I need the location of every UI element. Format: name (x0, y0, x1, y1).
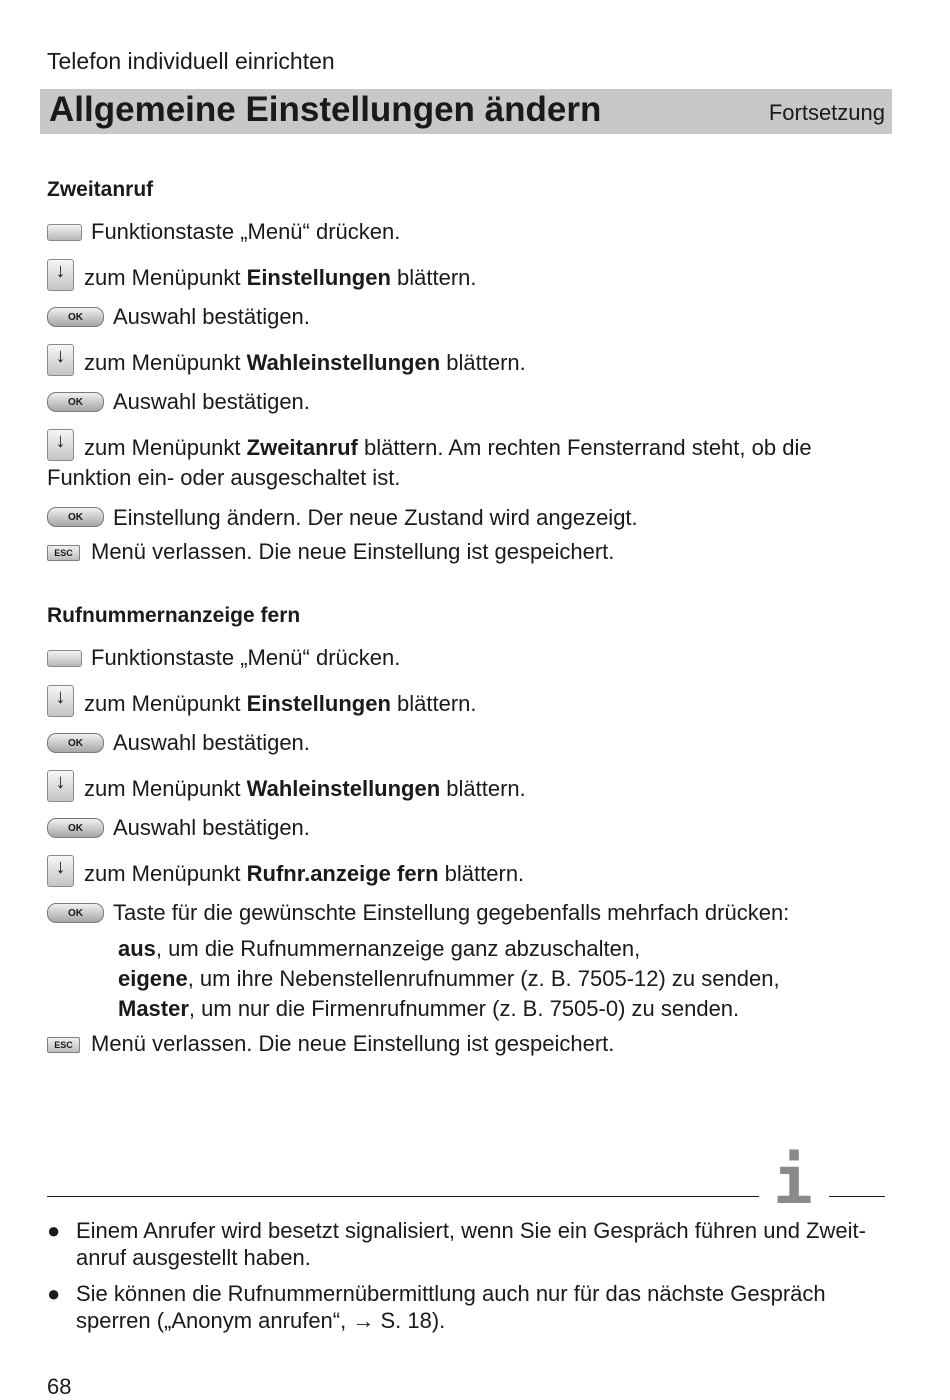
scroll-down-key-icon: ↓ (47, 770, 74, 802)
scroll-down-key-icon: ↓ (47, 855, 74, 887)
step-text: Auswahl bestätigen. (113, 304, 310, 329)
option-eigene: eigene, um ihre Nebenstellenrufnummer (z. B. 7505-12) zu senden, (118, 966, 780, 991)
ok-key-icon: OK (47, 903, 104, 923)
step-text: Auswahl bestätigen. (113, 389, 310, 414)
note-text: Sie können die Rufnummernübermittlung auch nur für das nächste Gespräch sperren („Anonym anrufen“, → S. 18). (76, 1281, 826, 1333)
option-master: Master, um nur die Firmenrufnummer (z. B. 7505-0) zu senden. (118, 996, 740, 1021)
ok-key-icon: OK (47, 307, 104, 327)
step-text: Menü verlassen. Die neue Einstellung ist gespeichert. (91, 1031, 615, 1056)
scroll-down-key-icon: ↓ (47, 685, 74, 717)
note-item (47, 1217, 896, 1271)
scroll-down-key-icon: ↓ (47, 259, 74, 291)
menu-key-icon (47, 224, 82, 241)
note-item (47, 1280, 896, 1334)
step-text: zum Menüpunkt Einstellungen blättern. (84, 265, 477, 290)
ok-key-icon: OK (47, 818, 104, 838)
info-icon: i (773, 1142, 813, 1219)
step-text: Funktionstaste „Menü“ drücken. (91, 219, 401, 244)
note-text: Einem Anrufer wird besetzt signalisiert, wenn Sie ein Gespräch führen und Zweit-anruf ausgestellt haben. (76, 1218, 866, 1270)
bullet-icon: ● (47, 1218, 61, 1243)
step-text-continued: Funktion ein- oder ausgeschaltet ist. (47, 465, 401, 490)
continuation-label: Fortsetzung (768, 100, 885, 125)
step-text: zum Menüpunkt Zweitanruf blättern. Am rechten Fensterrand steht, ob die (84, 435, 812, 460)
esc-key-icon: ESC (47, 1037, 80, 1053)
menu-key-icon (47, 650, 82, 667)
page-number: 68 (47, 1374, 72, 1399)
step-text: Einstellung ändern. Der neue Zustand wird angezeigt. (113, 505, 638, 530)
running-header: Telefon individuell einrichten (47, 48, 335, 74)
esc-key-icon: ESC (47, 545, 80, 561)
ok-key-icon: OK (47, 392, 104, 412)
section-heading-rufnummernanzeige: Rufnummernanzeige fern (47, 604, 301, 627)
step-text: zum Menüpunkt Wahleinstellungen blättern. (84, 350, 526, 375)
step-text: zum Menüpunkt Wahleinstellungen blättern. (84, 776, 526, 801)
info-divider-left (47, 1196, 759, 1197)
scroll-down-key-icon: ↓ (47, 429, 74, 461)
step-text: Funktionstaste „Menü“ drücken. (91, 645, 401, 670)
ok-key-icon: OK (47, 733, 104, 753)
step-text: zum Menüpunkt Einstellungen blättern. (84, 691, 477, 716)
bullet-icon: ● (47, 1281, 61, 1306)
info-divider-right (829, 1196, 885, 1197)
page-title: Allgemeine Einstellungen ändern (49, 90, 602, 129)
option-aus: aus, um die Rufnummernanzeige ganz abzuschalten, (118, 936, 641, 961)
ok-key-icon: OK (47, 507, 104, 527)
section-heading-zweitanruf: Zweitanruf (47, 178, 154, 201)
step-text: Auswahl bestätigen. (113, 815, 310, 840)
step-text: Taste für die gewünschte Einstellung gegebenfalls mehrfach drücken: (113, 900, 790, 925)
scroll-down-key-icon: ↓ (47, 344, 74, 376)
step-text: zum Menüpunkt Rufnr.anzeige fern blättern. (84, 861, 525, 886)
step-text: Menü verlassen. Die neue Einstellung ist gespeichert. (91, 539, 615, 564)
step-text: Auswahl bestätigen. (113, 730, 310, 755)
